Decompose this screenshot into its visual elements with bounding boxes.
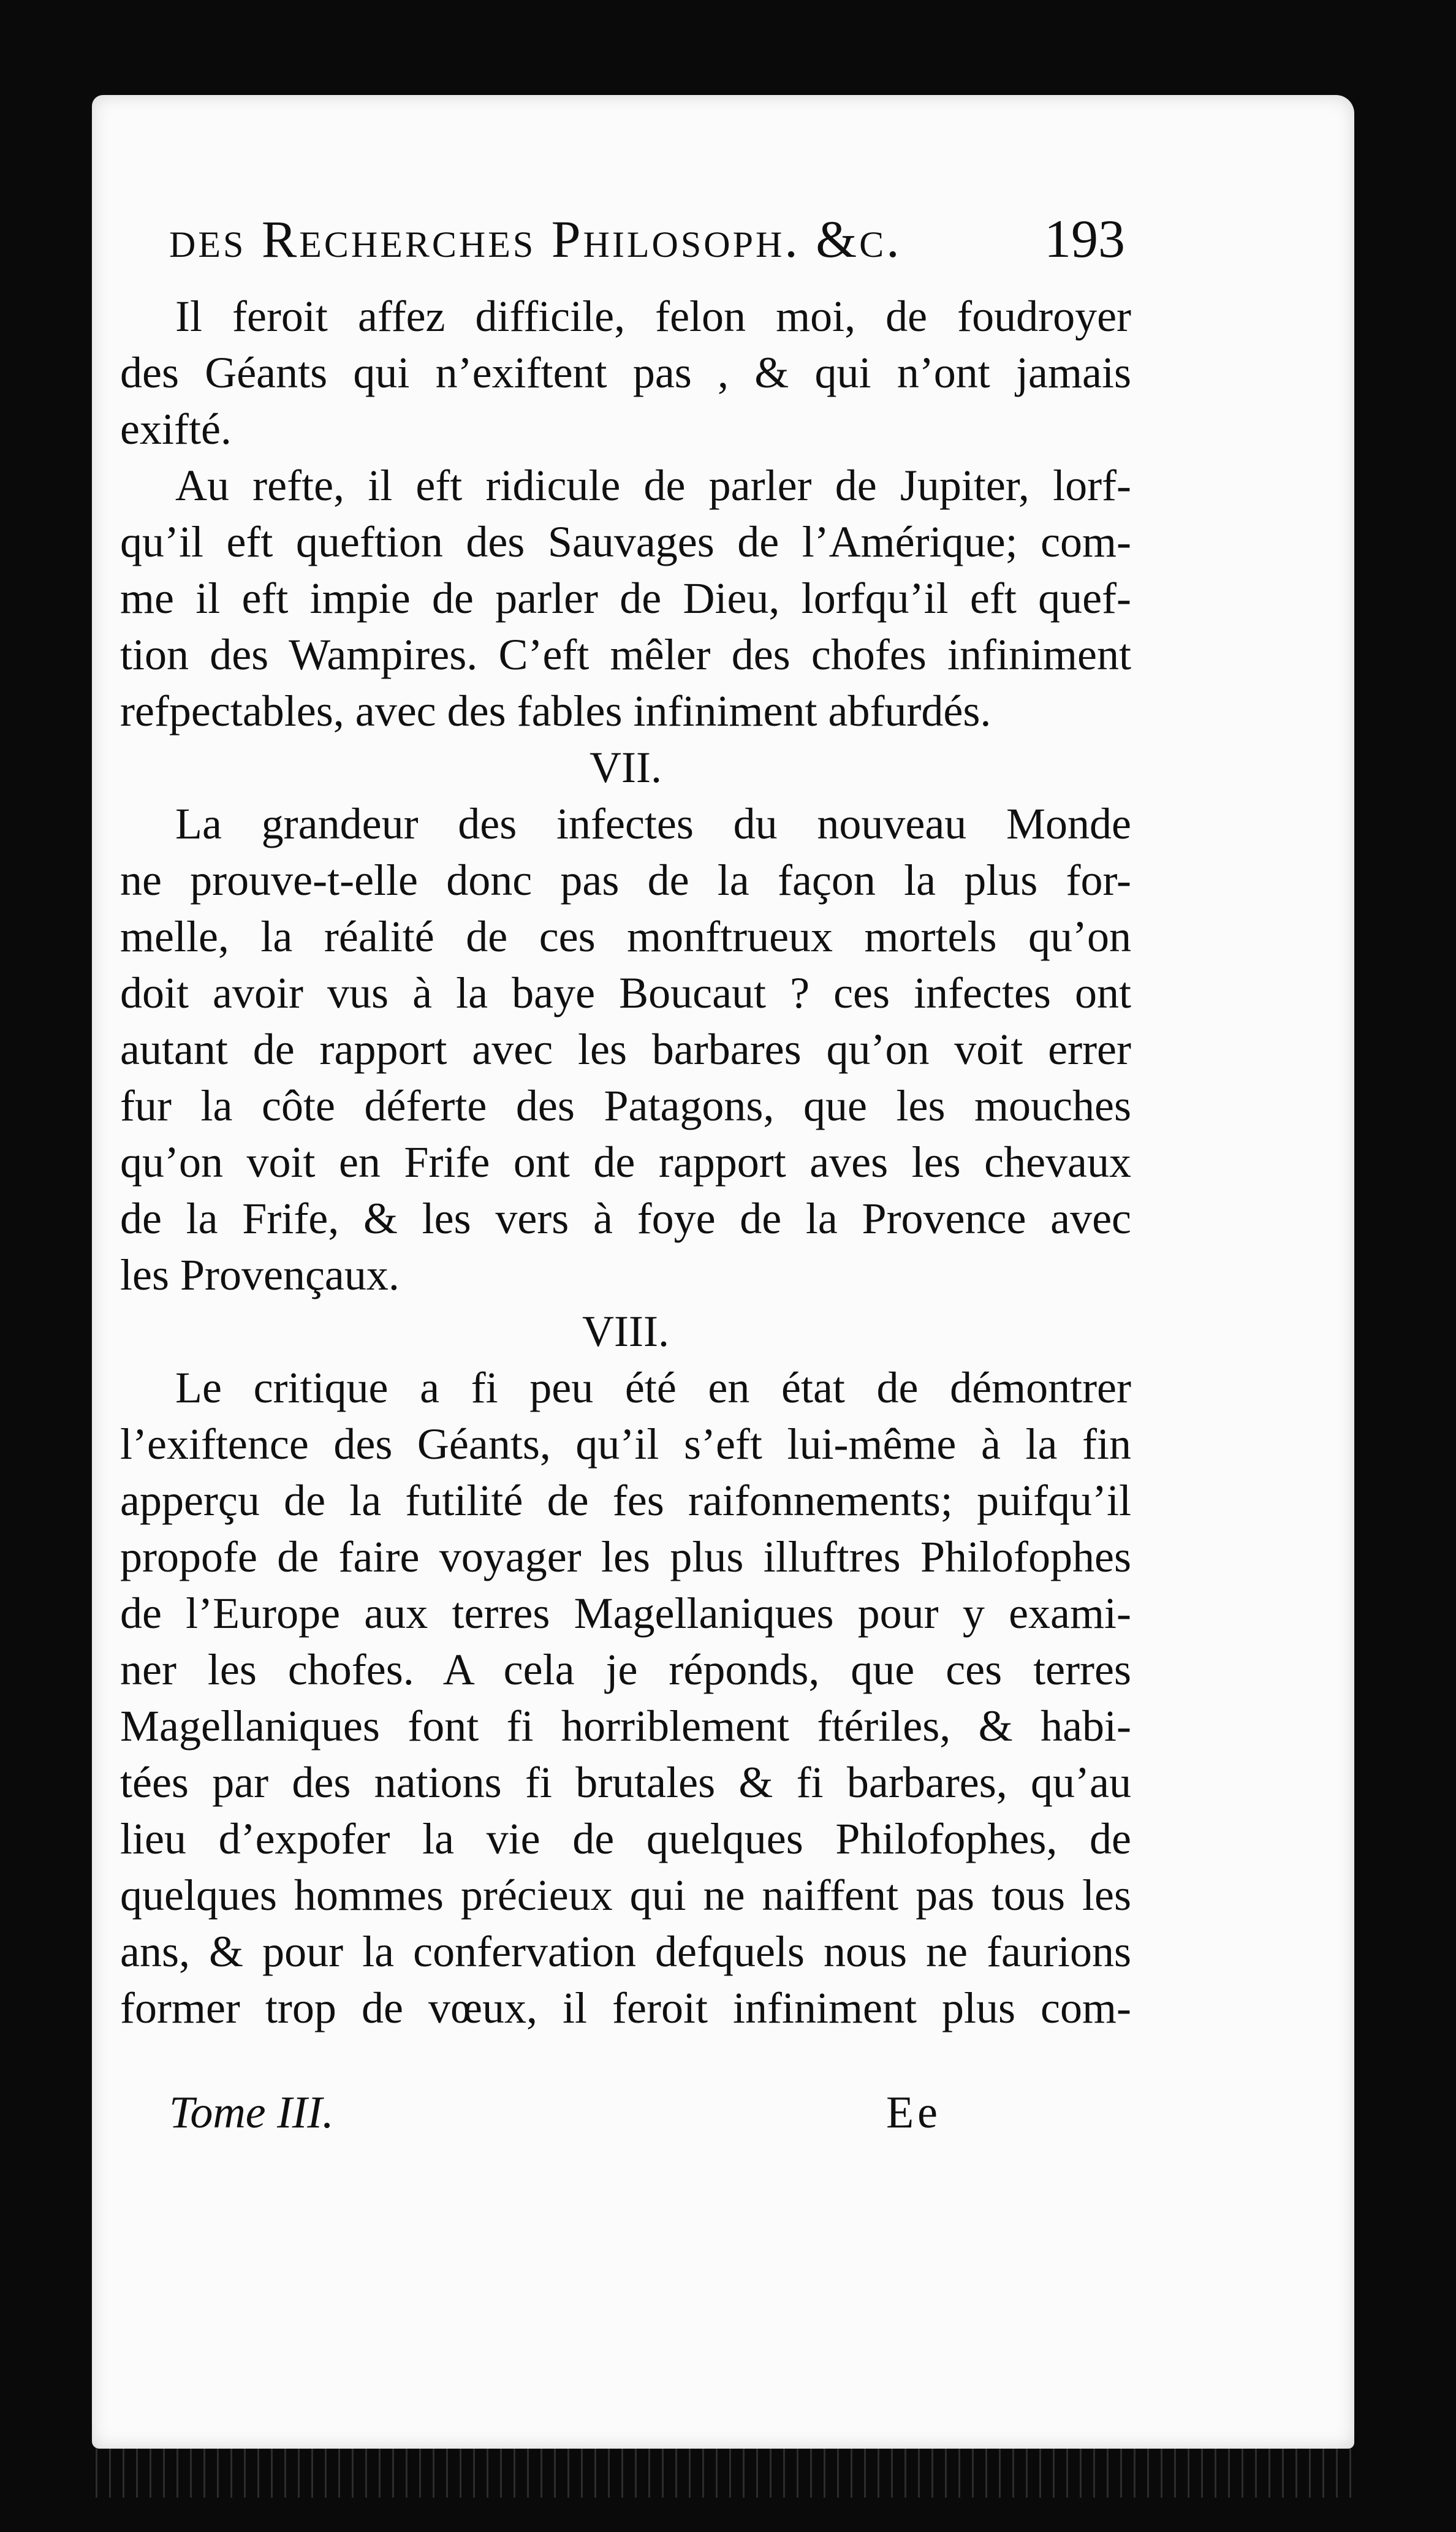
text-line: les Provençaux. [120, 1250, 400, 1299]
text-line: de la Frife, & les vers à foye de la Provence avec [120, 1194, 1131, 1243]
text-line: Magellaniques font fi horriblement ftériles, & habi- [120, 1701, 1131, 1751]
text-line: melle, la réalité de ces monftrueux mortels qu’on [120, 912, 1131, 961]
signature-mark: Ee [885, 2088, 941, 2138]
page-footer [169, 2087, 941, 2148]
text-line: quelques hommes précieux qui ne naiffent pas tous les [120, 1871, 1131, 1920]
text-line: de l’Europe aux terres Magellaniques pour y exami- [120, 1589, 1131, 1638]
text-line: apperçu de la futilité de fes raifonnements; puifqu’il [120, 1476, 1131, 1525]
text-line: former trop de vœux, il feroit infiniment plus com- [120, 1983, 1131, 2032]
text-line: propofe de faire voyager les plus illuftres Philofophes [120, 1532, 1131, 1581]
text-line: doit avoir vus à la baye Boucaut ? ces infectes ont [120, 968, 1131, 1017]
page-number: 193 [1044, 210, 1125, 269]
page-header [169, 208, 1125, 276]
text-line: La grandeur des infectes du nouveau Monde [175, 799, 1131, 848]
text-line: l’exiftence des Géants, qu’il s’eft lui-même à la fin [120, 1420, 1131, 1469]
text-line: lieu d’expofer la vie de quelques Philofophes, de [120, 1814, 1131, 1863]
page-edge-shadow [92, 2449, 1354, 2498]
text-line: qu’il eft queftion des Sauvages de l’Amérique; com- [120, 517, 1131, 566]
running-title: des Recherches Philosoph. &c. [169, 210, 902, 268]
text-line: refpectables, avec des fables infiniment abfurdés. [120, 686, 992, 736]
text-line: ner les chofes. A cela je réponds, que ces terres [120, 1645, 1131, 1694]
section-heading: VIII. [582, 1307, 669, 1356]
section-heading: VII. [590, 743, 662, 792]
text-line: tées par des nations fi brutales & fi barbares, qu’au [120, 1758, 1131, 1807]
text-line: Le critique a fi peu été en état de démontrer [175, 1363, 1131, 1412]
text-line: me il eft impie de parler de Dieu, lorfqu’il eft quef- [120, 574, 1131, 623]
body-text [120, 288, 1131, 2036]
text-line: Il feroit affez difficile, felon moi, de foudroyer [175, 292, 1131, 341]
text-line: Au refte, il eft ridicule de parler de Jupiter, lorf- [175, 461, 1131, 510]
text-line: tion des Wampires. C’eft mêler des chofes infiniment [120, 630, 1131, 679]
text-line: des Géants qui n’exiftent pas , & qui n’ont jamais [120, 348, 1131, 397]
text-line: qu’on voit en Frife ont de rapport aves les chevaux [120, 1138, 1131, 1187]
text-line: fur la côte déferte des Patagons, que les mouches [120, 1081, 1131, 1130]
text-line: ne prouve-t-elle donc pas de la façon la plus for- [120, 856, 1131, 905]
text-line: ans, & pour la confervation defquels nous ne faurions [120, 1927, 1131, 1976]
text-line: autant de rapport avec les barbares qu’on voit errer [120, 1025, 1131, 1074]
volume-label: Tome III. [169, 2088, 334, 2138]
text-line: exifté. [120, 405, 232, 454]
